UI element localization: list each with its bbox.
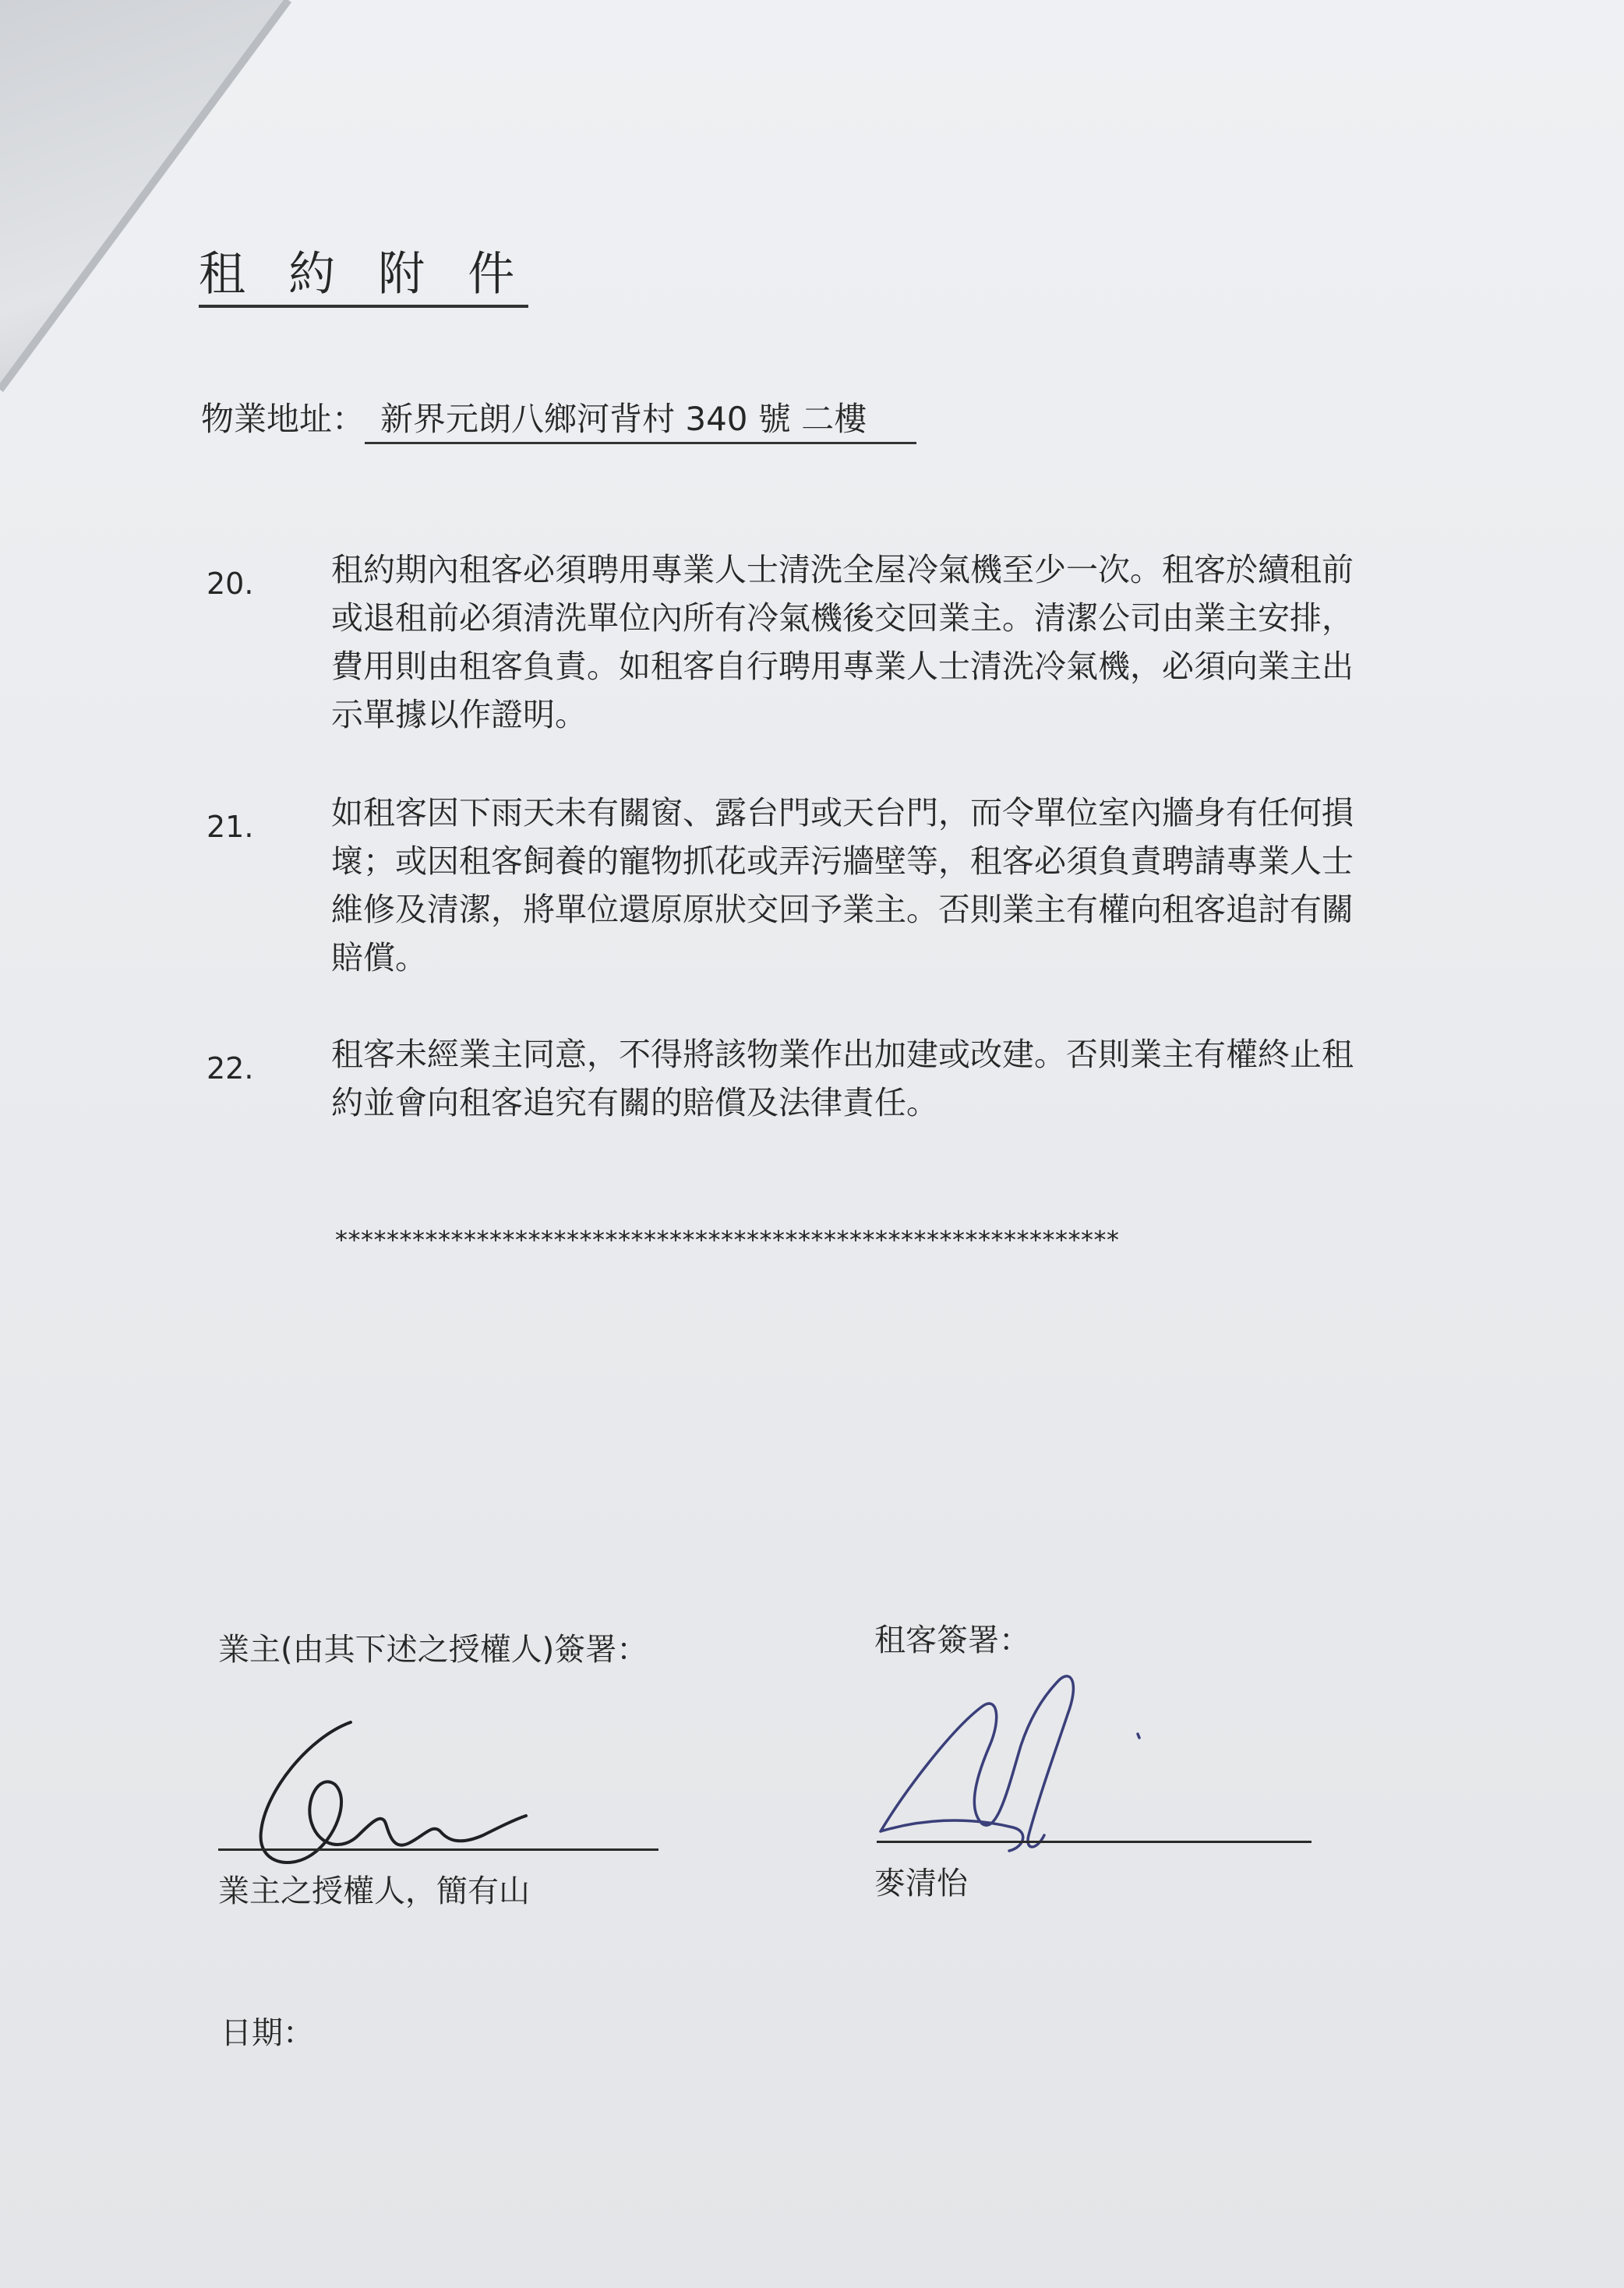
property-address-row bbox=[201, 394, 916, 444]
address-label: 物業地址： bbox=[201, 400, 365, 438]
landlord-signature-line bbox=[218, 1848, 658, 1851]
tenant-signature bbox=[873, 1660, 1153, 1870]
landlord-signature bbox=[234, 1707, 545, 1878]
clause-21 bbox=[207, 789, 1375, 982]
clause-text: 租客未經業主同意，不得將該物業作出加建或改建。否則業主有權終止租約並會向租客追究有關的賠償及法律責任。 bbox=[331, 1036, 1354, 1121]
asterisk-separator: ************************************************************* bbox=[335, 1225, 1120, 1255]
clause-20 bbox=[207, 546, 1375, 739]
clause-text: 如租客因下雨天未有關窗、露台門或天台門，而令單位室內牆身有任何損壞；或因租客飼養的寵物抓花或弄污牆壁等，租客必須負責聘請專業人士維修及清潔，將單位還原原狀交回予業主。否則業主有權向租客追討有關賠償。 bbox=[331, 794, 1354, 976]
clause-number: 20. bbox=[207, 567, 254, 601]
landlord-name: 業主之授權人，簡有山 bbox=[218, 1873, 530, 1909]
tenant-signature-label: 租客簽署： bbox=[874, 1622, 1030, 1658]
landlord-signature-label: 業主(由其下述之授權人)簽署： bbox=[218, 1632, 648, 1668]
clause-22 bbox=[207, 1030, 1375, 1127]
clause-number: 21. bbox=[207, 810, 254, 844]
document-title: 租 約 附 件 bbox=[199, 248, 528, 308]
address-value: 新界元朗八鄉河背村 340 號 二樓 bbox=[365, 394, 916, 444]
date-label: 日期： bbox=[221, 2015, 314, 2051]
clause-text: 租約期內租客必須聘用專業人士清洗全屋冷氣機至少一次。租客於續租前或退租前必須清洗單位內所有冷氣機後交回業主。清潔公司由業主安排，費用則由租客負責。如租客自行聘用專業人士清洗冷氣機，必須向業主出示單據以作證明。 bbox=[331, 551, 1354, 733]
tenant-signature-line bbox=[877, 1841, 1312, 1843]
clause-number: 22. bbox=[207, 1051, 254, 1086]
tenant-name: 麥清怡 bbox=[874, 1866, 968, 1901]
